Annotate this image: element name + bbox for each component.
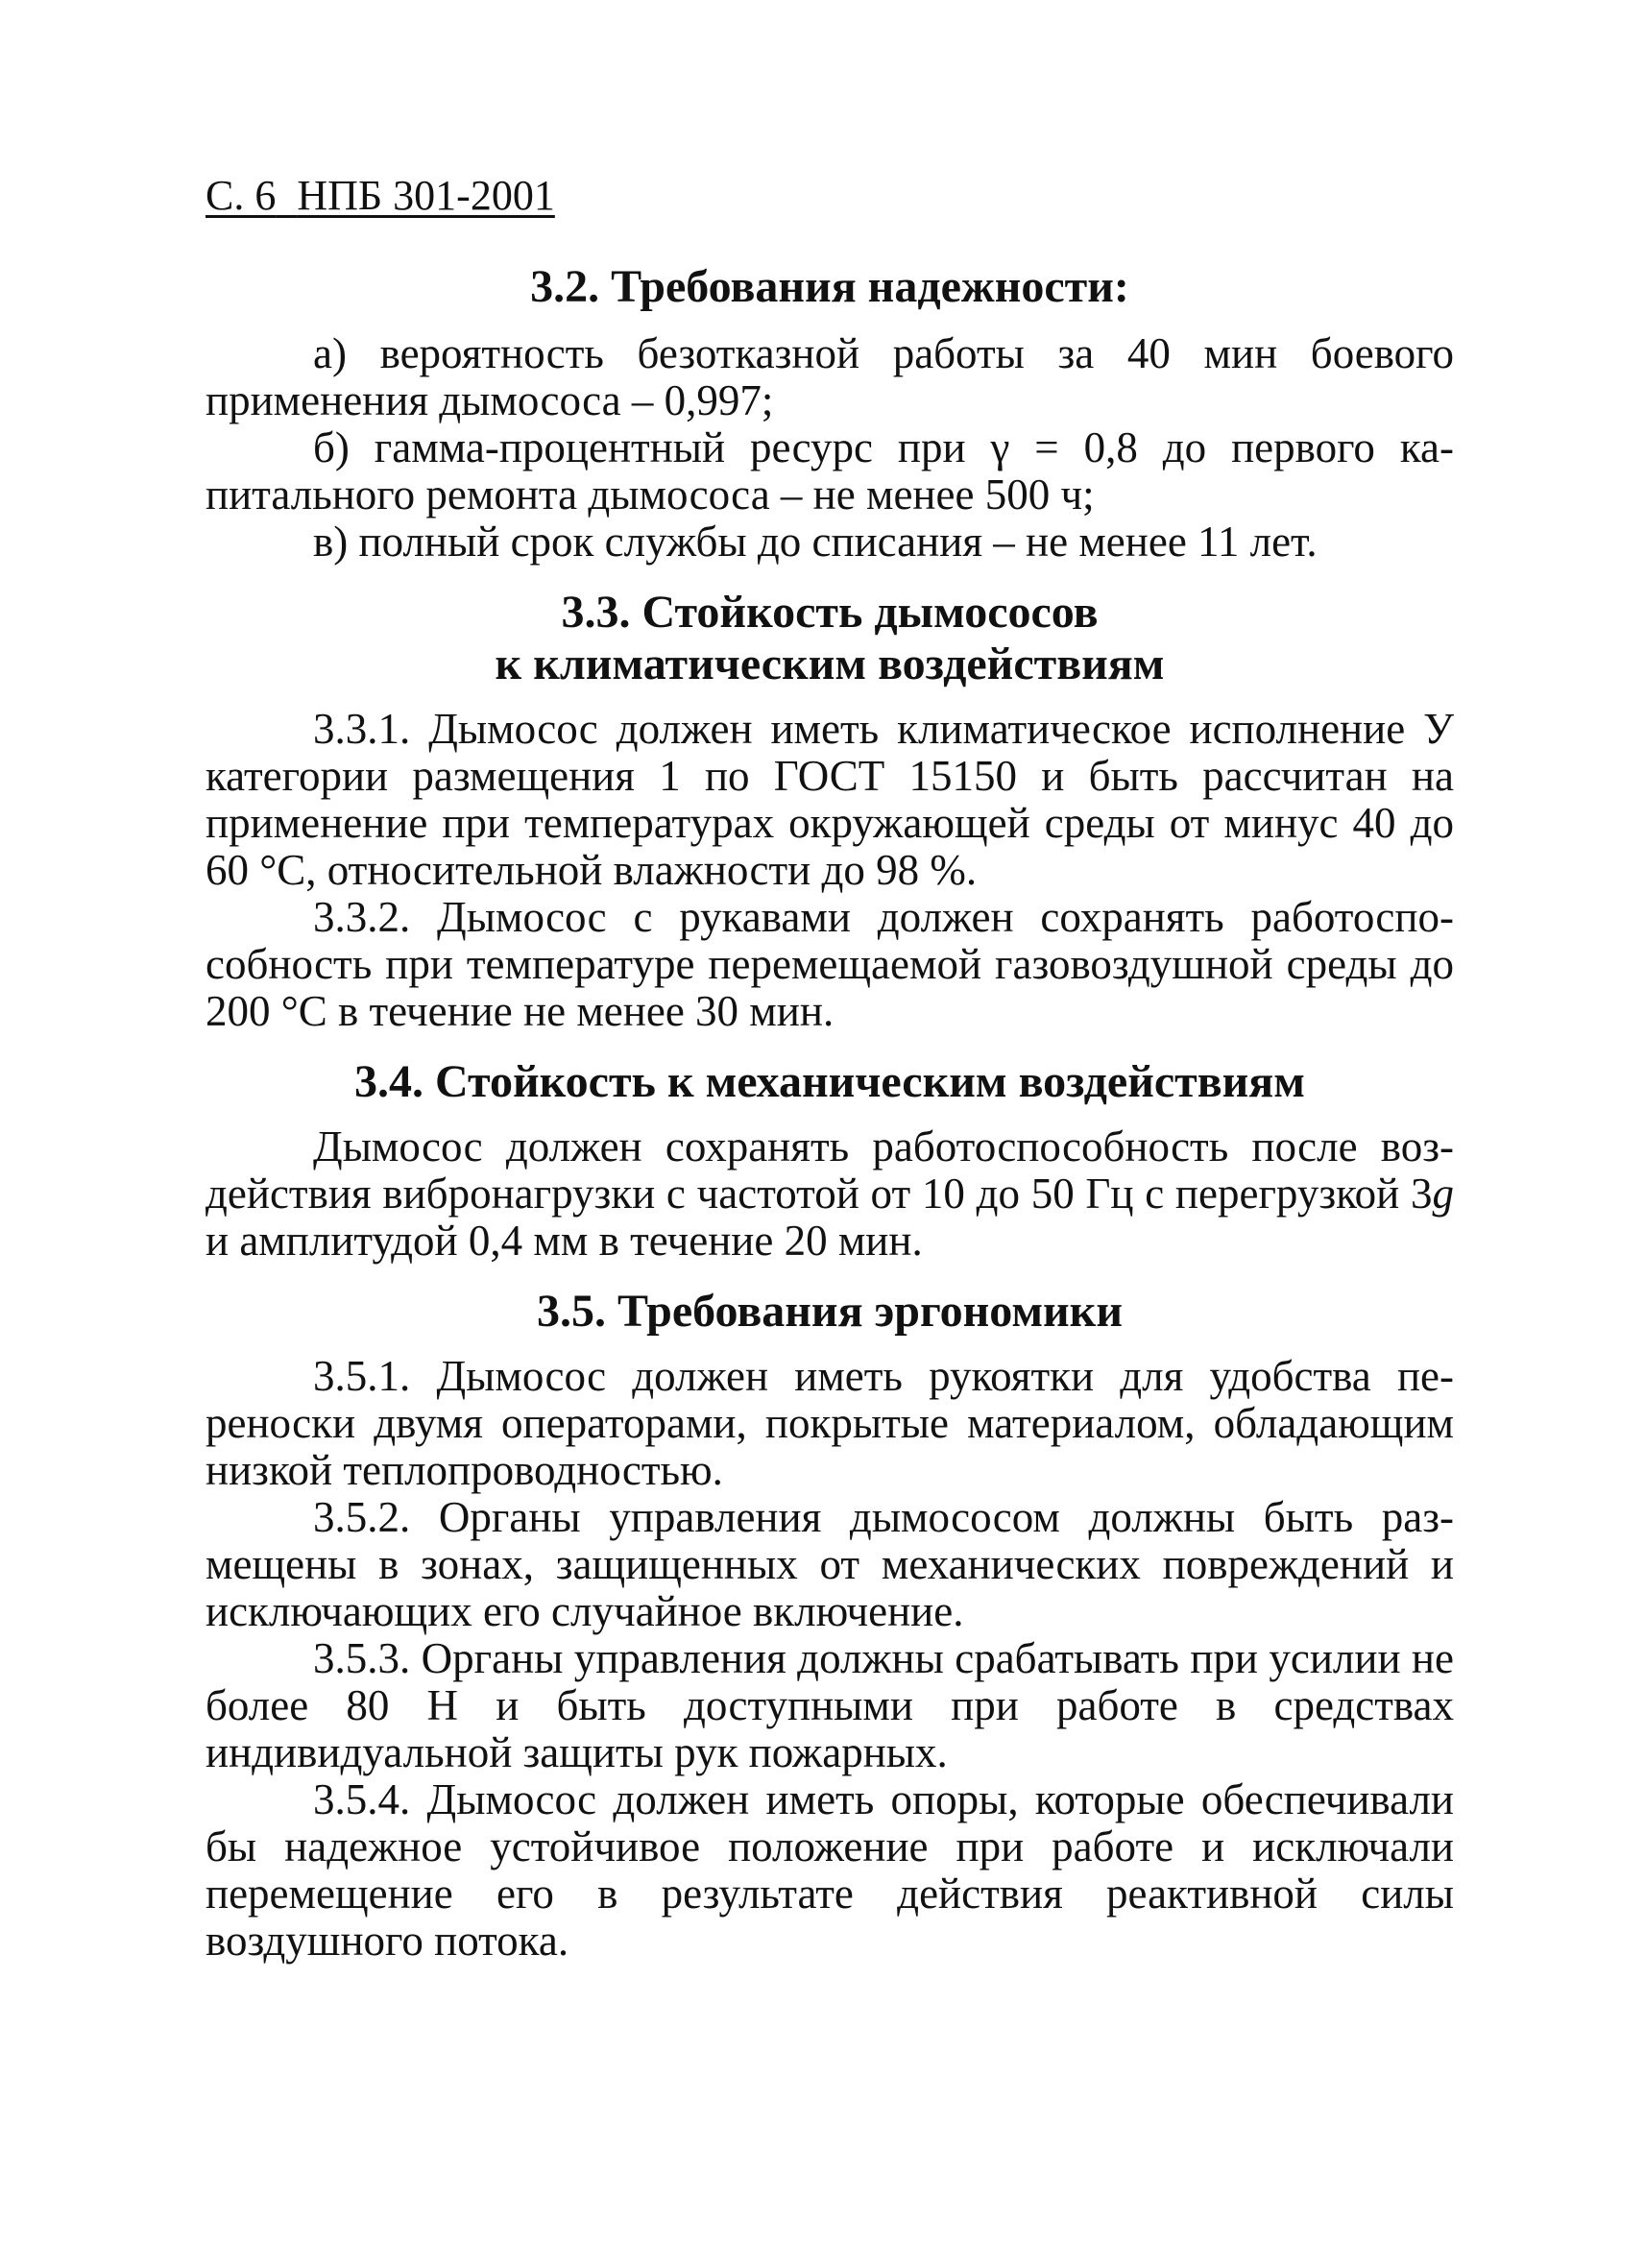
reliability-item-b: б) гамма-процентный ресурс при γ = 0,8 до первого капитального ремонта дымососа – не менее 500 ч; xyxy=(206,423,1454,519)
paragraph-3-5-4: 3.5.4. Дымосос должен иметь опоры, которые обеспечивали бы надежное устойчивое положение при работе и исключали перемещение его в результате действия реактивной силы воздушного потока. xyxy=(206,1775,1454,1965)
section-3-3-title-line2: к климатическим воздействиям xyxy=(495,639,1165,689)
reliability-item-a: а) вероятность безотказной работы за 40 мин боевого применения дымососа – 0,997; xyxy=(206,329,1454,424)
paragraph-3-4 xyxy=(206,1123,1454,1265)
paragraph-3-4-text-after: и амплитудой 0,4 мм в течение 20 мин. xyxy=(206,1217,923,1265)
reliability-item-c: в) полный срок службы до списания – не менее 11 лет. xyxy=(313,518,1318,566)
page-header xyxy=(206,171,555,221)
document-code: НПБ 301-2001 xyxy=(297,172,555,219)
section-3-2-title: 3.2. Требования надежности: xyxy=(530,261,1129,312)
paragraph-3-4-text-before: Дымосос должен сохранять работоспособность после воздействия вибронагрузки с частотой от 10 до 50 Гц с перегрузкой 3 xyxy=(206,1122,1454,1218)
page-number: С. 6 xyxy=(206,172,277,219)
paragraph-3-5-2: 3.5.2. Органы управления дымососом должны быть размещены в зонах, защищенных от механических повреждений и исключающих его случайное включение. xyxy=(206,1493,1454,1635)
section-3-4-title: 3.4. Стойкость к механическим воздействиям xyxy=(354,1056,1305,1107)
paragraph-3-3-2: 3.3.2. Дымосос с рукавами должен сохранять работоспособность при температуре перемещаемой газовоздушной среды до 200 °С в течение не менее 30 мин. xyxy=(206,893,1454,1035)
section-3-5-title: 3.5. Требования эргономики xyxy=(536,1286,1123,1337)
section-3-3-title-line1: 3.3. Стойкость дымососов xyxy=(561,587,1099,638)
paragraph-3-5-3: 3.5.3. Органы управления должны срабатывать при усилии не более 80 Н и быть доступными при работе в средствах индивидуальной защиты рук пожарных. xyxy=(206,1634,1454,1776)
paragraph-3-4-g-symbol: g xyxy=(1432,1170,1454,1218)
section-3-3-title xyxy=(206,587,1454,690)
paragraph-3-5-1: 3.5.1. Дымосос должен иметь рукоятки для удобства переноски двумя операторами, покрытые материалом, обладающим низкой теплопроводностью. xyxy=(206,1352,1454,1494)
page-content xyxy=(206,261,1454,1965)
paragraph-3-3-1: 3.3.1. Дымосос должен иметь климатическое исполнение У категории размещения 1 по ГОСТ 15150 и быть рассчитан на применение при температурах окружающей среды от минус 40 до 60 °С, относительной влажности до 98 %. xyxy=(206,705,1454,894)
